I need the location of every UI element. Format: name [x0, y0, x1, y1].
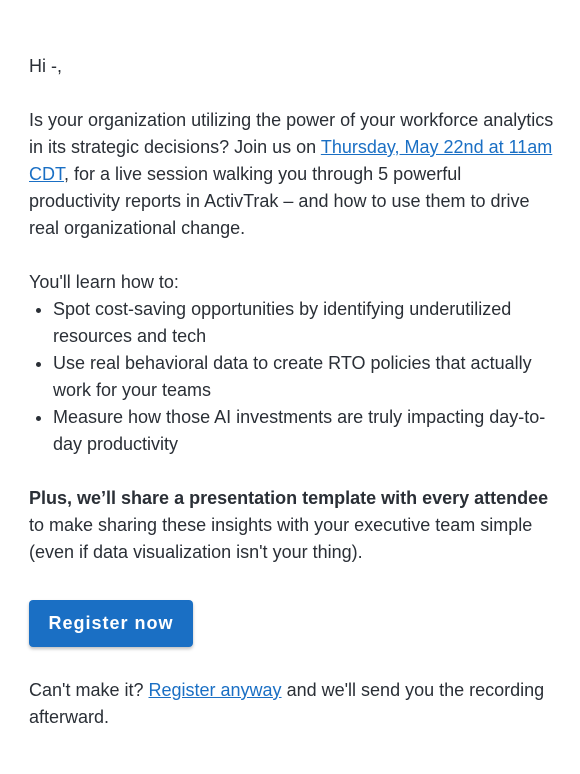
intro-paragraph	[29, 107, 554, 242]
webinar-date-link[interactable]: Thursday, May 22nd at 11am CDT	[29, 137, 553, 184]
learn-list	[29, 296, 554, 458]
list-item: • Use real behavioral data to create RTO policies that actually work for your teams	[53, 350, 554, 404]
cta-wrapper	[29, 600, 554, 647]
plus-bold-text: Plus, we’ll share a presentation template with every attendee	[29, 488, 549, 508]
footer-paragraph	[29, 677, 554, 731]
register-now-button[interactable]: Register now	[29, 600, 193, 647]
plus-rest-text: to make sharing these insights with your executive team simple (even if data visualization isn't your thing).	[29, 515, 533, 562]
list-item: • Spot cost-saving opportunities by identifying underutilized resources and tech	[53, 296, 554, 350]
footer-text-before: Can't make it?	[29, 680, 149, 700]
register-anyway-link[interactable]: Register anyway	[148, 680, 282, 700]
plus-paragraph	[29, 485, 554, 566]
email-body	[29, 53, 554, 731]
footer-text-after: and we'll send you the recording afterward.	[29, 680, 545, 727]
list-item: • Measure how those AI investments are truly impacting day-to-day productivity	[53, 404, 554, 458]
learn-lead: You'll learn how to:	[29, 272, 179, 292]
intro-text-after: , for a live session walking you through 5 powerful productivity reports in ActivTrak – and how to use them to drive real organizational change.	[29, 164, 530, 238]
intro-text-before: Is your organization utilizing the power of your workforce analytics in its strategic decisions? Join us on	[29, 110, 554, 157]
greeting: Hi -,	[29, 56, 62, 76]
